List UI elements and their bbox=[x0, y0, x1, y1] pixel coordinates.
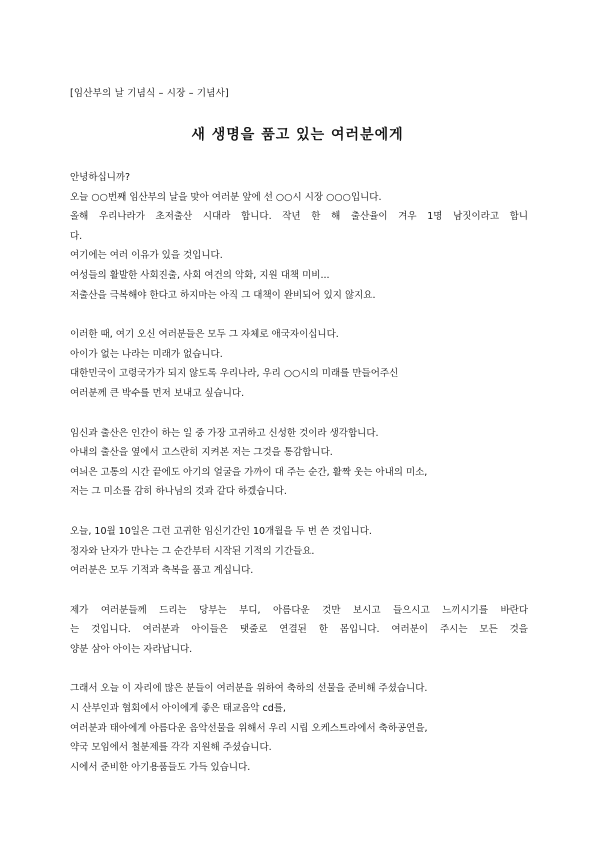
paragraph-line: 오늘 ○○번째 임산부의 날을 맞아 여러분 앞에 선 ○○시 시장 ○○○입니다. bbox=[70, 191, 382, 203]
paragraph-line: 이러한 때, 여기 오신 여러분들은 모두 그 자체로 애국자이십니다. bbox=[70, 329, 339, 341]
paragraph-line: 여성들의 활발한 사회진출, 사회 여건의 악화, 지원 대책 미비... bbox=[70, 269, 330, 281]
paragraph-line: 다. bbox=[70, 230, 83, 242]
paragraph bbox=[70, 601, 528, 660]
paragraph bbox=[70, 522, 528, 581]
paragraph bbox=[70, 424, 528, 502]
paragraph-line: 대한민국이 고령국가가 되지 않도록 우리나라, 우리 ○○시의 미래를 만들어주신 bbox=[70, 368, 399, 380]
paragraph-line: 아내의 출산을 옆에서 고스란히 지켜본 저는 그것을 통감합니다. bbox=[70, 447, 333, 459]
paragraph-line: 안녕하십니까? bbox=[70, 172, 131, 183]
paragraph-line: 양분 삼아 아이는 자라납니다. bbox=[70, 643, 193, 655]
paragraph-line: 아이가 없는 나라는 미래가 없습니다. bbox=[70, 348, 223, 360]
document-title: 새 생명을 품고 있는 여러분에게 bbox=[191, 127, 404, 143]
document-body bbox=[70, 168, 528, 797]
paragraph-line: 시에서 준비한 아기용품들도 가득 있습니다. bbox=[70, 761, 251, 773]
paragraph-line: 오늘, 10월 10일은 그런 고귀한 임신기간인 10개월을 두 번 쓴 것입니다. bbox=[70, 525, 372, 537]
paragraph-line: 올해 우리나라가 초저출산 시대라 합니다. 작년 한 해 출산율이 겨우 1명 남짓이라고 합니 bbox=[70, 211, 528, 223]
paragraph-line: 시 산부인과 협회에서 아이에게 좋은 태교음악 cd를, bbox=[70, 703, 286, 715]
paragraph-line: 저출산을 극복해야 한다고 하지마는 아직 그 대책이 완비되어 있지 않지요. bbox=[70, 289, 376, 301]
paragraph-line: 그래서 오늘 이 자리에 많은 분들이 여러분을 위하여 축하의 선물을 준비해 주셨습니다. bbox=[70, 683, 428, 695]
paragraph-line: 는 것입니다. 여러분과 아이들은 탯줄로 연결된 한 몸입니다. 여러분이 주시는 모든 것을 bbox=[70, 624, 528, 636]
paragraph-line: 여기에는 여러 이유가 있을 것입니다. bbox=[70, 250, 223, 262]
document-header: [임산부의 날 기념식 – 시장 – 기념사] bbox=[70, 88, 229, 99]
paragraph bbox=[70, 325, 528, 403]
paragraph bbox=[70, 168, 528, 305]
paragraph-line: 여늬은 고통의 시간 끝에도 아기의 얼굴을 가까이 대 주는 순간, 활짝 웃는 아내의 미소, bbox=[70, 466, 428, 478]
paragraph-line: 여러분은 모두 기적과 축복을 품고 계십니다. bbox=[70, 565, 254, 577]
paragraph-line: 제가 여러분들께 드리는 당부는 부디, 아름다운 것만 보시고 들으시고 느끼시기를 바란다 bbox=[70, 604, 528, 616]
paragraph-line: 저는 그 미소를 감히 하나님의 것과 같다 하겠습니다. bbox=[70, 486, 287, 498]
paragraph-line: 정자와 난자가 만나는 그 순간부터 시작된 기적의 기간들요. bbox=[70, 545, 315, 557]
paragraph-line: 임신과 출산은 인간이 하는 일 중 가장 고귀하고 신성한 것이라 생각합니다. bbox=[70, 427, 379, 439]
paragraph-line: 약국 모임에서 철분제를 각각 지원해 주셨습니다. bbox=[70, 742, 272, 754]
paragraph bbox=[70, 679, 528, 777]
paragraph-line: 여러분께 큰 박수를 먼저 보내고 싶습니다. bbox=[70, 387, 245, 399]
paragraph-line: 여러분과 태아에게 아름다운 음악선물을 위해서 우리 시립 오케스트라에서 축하공연을, bbox=[70, 722, 428, 734]
